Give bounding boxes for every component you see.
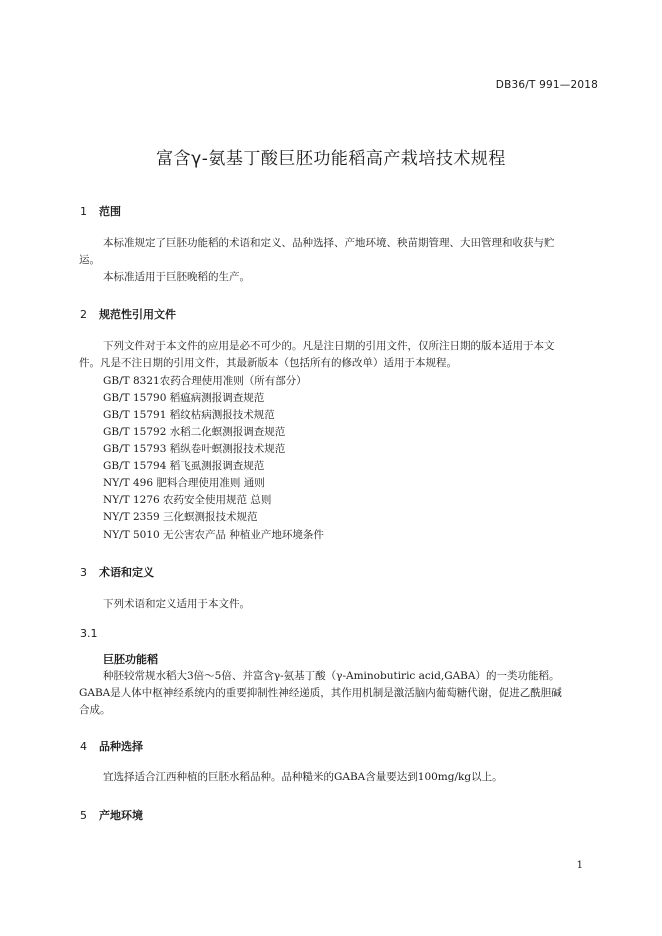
section-2-heading [80, 306, 176, 322]
section-1-heading [80, 203, 121, 219]
text-line: 运。 [79, 254, 100, 266]
section-1-paragraph-1 [79, 235, 605, 269]
section-title: 范围 [99, 205, 121, 218]
section-number: 5 [80, 809, 87, 822]
reference-item: GB/T 15794 稻飞虱测报调查规范 [103, 460, 265, 472]
reference-item: NY/T 2359 三化螟测报技术规范 [103, 511, 258, 523]
section-title: 品种选择 [99, 740, 143, 753]
text-line: 种胚较常规水稻大3倍～5倍、并富含γ-氨基丁酸（γ-Aminobutiric acid,GABA）的一类功能稻。 [103, 670, 560, 682]
section-number: 3 [80, 566, 87, 579]
text-line: 件。凡是不注日期的引用文件，其最新版本（包括所有的修改单）适用于本规程。 [79, 357, 457, 369]
term-number: 3.1 [80, 627, 98, 640]
document-title: 富含γ-氨基丁酸巨胚功能稻高产栽培技术规程 [156, 149, 506, 169]
text-line: 本标准规定了巨胚功能稻的术语和定义、品种选择、产地环境、秧苗期管理、大田管理和收获与贮 [103, 237, 555, 249]
section-1-paragraph-2 [79, 269, 605, 286]
reference-item: NY/T 1276 农药安全使用规范 总则 [103, 494, 272, 506]
section-number: 1 [80, 205, 87, 218]
section-title: 规范性引用文件 [99, 308, 176, 321]
term-name: 巨胚功能稻 [103, 653, 158, 666]
document-code: DB36/T 991—2018 [495, 79, 598, 91]
reference-item: NY/T 5010 无公害农产品 种植业产地环境条件 [103, 529, 324, 541]
term-definition [79, 668, 605, 719]
reference-item: GB/T 15792 水稻二化螟测报调查规范 [103, 426, 286, 438]
page-number: 1 [576, 860, 583, 871]
text-line: 下列文件对于本文件的应用是必不可少的。凡是注日期的引用文件，仅所注日期的版本适用于本文 [103, 340, 555, 352]
reference-item: NY/T 496 肥料合理使用准则 通则 [103, 477, 265, 489]
text-line: 下列术语和定义适用于本文件。 [103, 598, 250, 610]
section-2-paragraph-1 [79, 338, 605, 372]
text-line: GABA是人体中枢神经系统内的重要抑制性神经递质，其作用机制是激活脑内葡萄糖代谢，促进乙酰胆碱 [79, 687, 562, 699]
text-line: 宜选择适合江西种植的巨胚水稻品种。品种糙米的GABA含量要达到100mg/kg以上。 [103, 771, 503, 783]
section-title: 术语和定义 [99, 566, 154, 579]
reference-item: GB/T 8321农药合理使用准则（所有部分） [103, 375, 307, 387]
reference-item: GB/T 15791 稻纹枯病测报技术规范 [103, 409, 275, 421]
section-4-paragraph-1 [79, 769, 605, 786]
section-3-paragraph-1 [79, 596, 605, 613]
section-number: 4 [80, 740, 87, 753]
section-4-heading [80, 738, 143, 754]
text-line: 合成。 [79, 704, 111, 716]
reference-item: GB/T 15793 稻纵卷叶螟测报技术规范 [103, 443, 286, 455]
text-line: 本标准适用于巨胚晚稻的生产。 [103, 271, 250, 283]
section-5-heading [80, 807, 143, 823]
section-title: 产地环境 [99, 809, 143, 822]
section-number: 2 [80, 308, 87, 321]
section-3-heading [80, 564, 154, 580]
reference-item: GB/T 15790 稻瘟病测报调查规范 [103, 392, 265, 404]
